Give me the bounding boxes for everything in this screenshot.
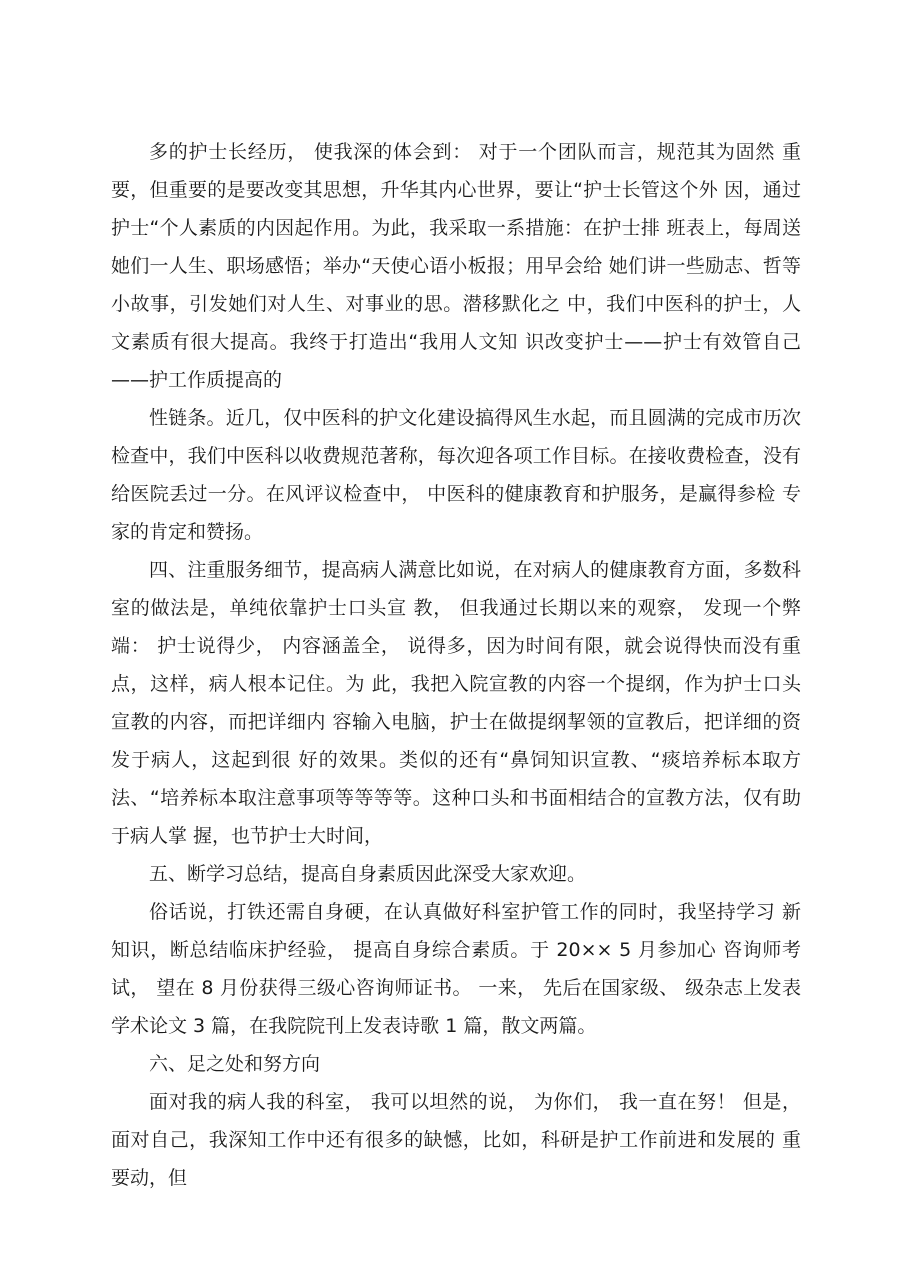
document-body — [111, 133, 801, 1197]
paragraph-2: 性链条。近几，仅中医科的护文化建设搞得风生水起，而且圆满的完成市历次检查中，我们中医科以收费规范著称，每次迎各项工作目标。在接收费检查，没有给医院丢过一分。在风评议检查中， 中医科的健康教育和护服务，是赢得参检 专家的肯定和赞扬。 — [111, 407, 801, 543]
paragraph-6-section-six-heading: 六、足之处和努方向 — [149, 1053, 321, 1075]
paragraph-7: 面对我的病人我的科室， 我可以坦然的说， 为你们， 我一直在努！ 但是， 面对自己，我深知工作中还有很多的缺憾，比如，科研是护工作前进和发展的 重要动，但 — [111, 1091, 801, 1189]
paragraph-1: 多的护士长经历， 使我深的体会到： 对于一个团队而言，规范其为固然 重要，但重要的是要改变其思想，升华其内心世界，要让“护士长管这个外 因，通过护士“个人素质的内因起作用。为此，我采取一系措施：在护士排 班表上，每周送她们一人生、职场感悟；举办“天使心语小板报；用早会给 她们讲一些励志、哲等小故事，引发她们对人生、对事业的思。潜移默化之 中，我们中医科的护士，人文素质有很大提高。我终于打造出“我用人文知 识改变护士——护士有效管自己——护工作质提高的 — [111, 141, 801, 391]
paragraph-5: 俗话说，打铁还需自身硬，在认真做好科室护管工作的同时，我坚持学习 新知识，断总结临床护经验， 提高自身综合素质。于 20×× 5 月参加心 咨询师考试， 望在 8 月份获得三级心咨询师证书。 一来， 先后在国家级、 级杂志上发表学术论文 3 篇，在我院院刊上发表诗歌 1 篇，散文两篇。 — [111, 901, 801, 1037]
paragraph-3-section-four: 四、注重服务细节，提高病人满意比如说，在对病人的健康教育方面，多数科室的做法是，单纯依靠护士口头宣 教， 但我通过长期以来的观察， 发现一个弊端： 护士说得少， 内容涵盖全， 说得多，因为时间有限，就会说得快而没有重点，这样，病人根本记住。为 此，我把入院宣教的内容一个提纲，作为护士口头宣教的内容，而把详细内 容输入电脑，护士在做提纲挈领的宣教后，把详细的资发于病人，这起到很 好的效果。类似的还有“鼻饲知识宣教、“痰培养标本取方法、“培养标本取注意事项等等等等。这种口头和书面相结合的宣教方法，仅有助于病人掌 握，也节护士大时间， — [111, 559, 801, 847]
paragraph-4-section-five-heading: 五、断学习总结，提高自身素质因此深受大家欢迎。 — [149, 863, 587, 885]
